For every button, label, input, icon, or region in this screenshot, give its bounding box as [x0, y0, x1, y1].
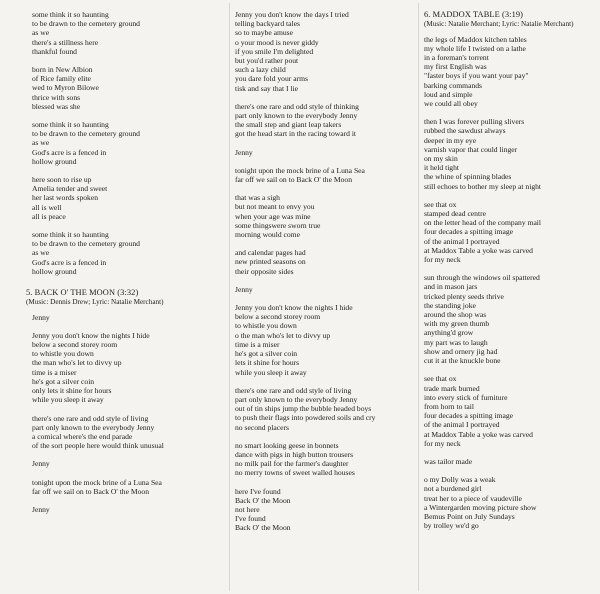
lyric-line: but you'd rather pout [235, 56, 299, 66]
lyric-line: no merry towns of sweet walled houses [235, 468, 355, 478]
lyric-line: to be drawn to the cemetery ground [32, 129, 140, 139]
lyric-line: sun through the windows oil spattered [424, 273, 540, 283]
lyric-line: Jenny [32, 459, 50, 469]
stanza [424, 200, 596, 264]
lyric-line: Jenny [32, 312, 50, 322]
lyric-line: to be drawn to the cemetery ground [32, 19, 140, 29]
lyric-line: my whole life I twisted on a lathe [424, 43, 526, 53]
lyric-line: o the man who's let to divvy up [235, 330, 331, 340]
lyric-line: Back O' the Moon [235, 523, 291, 533]
lyric-line: loud and simple [424, 89, 473, 99]
lyric-line: such a lazy child [235, 65, 286, 75]
lyric-line: into every stick of furniture [424, 392, 508, 402]
lyric-line: see that ox [424, 199, 457, 209]
lyric-line: not a burdened girl [424, 484, 482, 494]
lyric-line: around the shop was [424, 310, 487, 320]
lyric-line: the legs of Maddox kitchen tables [424, 34, 527, 44]
stanza [424, 374, 596, 448]
lyric-line: got the head start in the racing toward it [235, 129, 357, 139]
lyric-line: not here [235, 504, 260, 514]
column-divider [229, 3, 230, 591]
lyric-line: no second placers [235, 422, 289, 432]
lyric-line: for my neck [424, 255, 461, 265]
column-divider [418, 3, 419, 591]
lyric-line: the small step and giant leap takers [235, 120, 342, 130]
lyric-line: if you smile I'm delighted [235, 46, 314, 56]
lyric-line: to push their flags into powdered soils and cry [235, 413, 376, 423]
lyric-line: stamped dead centre [424, 209, 486, 219]
lyric-line: of the animal I portrayed [424, 236, 500, 246]
lyric-line: of Rice family elite [32, 74, 91, 84]
stanza [32, 478, 228, 496]
lyric-line: far off we sail on to Back O' the Moon [32, 486, 150, 496]
lyric-line: far off we sail on to Back O' the Moon [235, 175, 353, 185]
lyric-line: no milk pail for the farmer's daughter [235, 459, 349, 469]
lyric-line: thrice with sons [32, 92, 81, 102]
song-5-lyrics [32, 313, 228, 514]
lyric-line: all is well [32, 202, 62, 212]
lyric-line: tisk and say that I lie [235, 83, 299, 93]
lyric-line: Back O' the Moon [235, 495, 291, 505]
lyric-line: at Maddox Table a yoke was carved [424, 429, 533, 439]
lyric-line: on the letter head of the company mail [424, 218, 542, 228]
lyric-line: new printed seasons on [235, 257, 306, 267]
stanza [235, 285, 417, 294]
lyric-line: deeper in my eye [424, 135, 477, 145]
lyric-line: he's got a silver coin [235, 349, 298, 359]
lyric-line: show and ornery jig had [424, 346, 498, 356]
lyric-line: o your mood is never giddy [235, 37, 319, 47]
lyric-line: as we [32, 28, 50, 38]
lyric-line: varnish vapor that could linger [424, 144, 518, 154]
lyric-line: barking commands [424, 80, 482, 90]
lyrics-column-1 [26, 10, 228, 523]
lyric-line: below a second storey room [32, 340, 118, 350]
lyric-line: telling backyard tales [235, 19, 300, 29]
lyric-line: Jenny [235, 147, 253, 157]
lyric-line: out of tin ships jump the bubble headed boys [235, 404, 372, 414]
stanza [235, 148, 417, 157]
lyric-line: rubbed the sawdust always [424, 126, 506, 136]
lyric-line: and calendar pages had [235, 248, 306, 258]
lyric-line: part only known to the everybody Jenny [235, 394, 358, 404]
lyric-line: Jenny you don't know the nights I hide [32, 330, 150, 340]
stanza [424, 475, 596, 530]
lyric-line: God's acre is a fenced in [32, 147, 107, 157]
lyric-line: anything'd grow [424, 328, 474, 338]
song-5-credit: (Music: Dennis Drew; Lyric: Natalie Merchant) [26, 298, 164, 307]
lyric-line: here soon to rise up [32, 175, 92, 185]
lyric-line: Jenny [32, 504, 50, 514]
lyric-line: tonight upon the mock brine of a Luna Sea [235, 165, 365, 175]
lyric-line: tricked plenty seeds thrive [424, 291, 504, 301]
stanza [32, 65, 228, 111]
lyric-line: dance with pigs in high button trousers [235, 449, 354, 459]
lyric-line: there's one rare and odd style of living [32, 413, 149, 423]
lyric-line: some think it so haunting [32, 230, 109, 240]
lyric-line: no smart looking geese in bonnets [235, 440, 339, 450]
lyric-line: then I was forever pulling slivers [424, 117, 525, 127]
stanza [32, 175, 228, 221]
lyric-line: to whistle you down [235, 321, 297, 331]
stanza [32, 414, 228, 451]
lyric-line: Jenny you don't know the days I tried [235, 10, 349, 19]
stanza [32, 120, 228, 166]
lyric-line: I've found [235, 514, 266, 524]
lyric-line: Bemus Point on July Sundays [424, 511, 515, 521]
stanza [424, 35, 596, 109]
stanza [424, 457, 596, 466]
lyrics-column-3 [424, 10, 596, 539]
stanza [235, 487, 417, 533]
lyric-line: Jenny [235, 284, 253, 294]
lyric-line: cut it at the knuckle bone [424, 356, 501, 366]
lyric-line: some think it so haunting [32, 10, 109, 19]
stanza [235, 102, 417, 139]
lyric-line: to be drawn to the cemetery ground [32, 239, 140, 249]
lyric-line: all is peace [32, 211, 66, 221]
lyric-line: time is a miser [32, 367, 77, 377]
lyric-line: while you sleep it away [32, 395, 104, 405]
lyric-line: treat her to a piece of vaudeville [424, 493, 522, 503]
song-5-header [26, 288, 228, 307]
lyric-line: the man who's let to divvy up [32, 358, 122, 368]
lyric-line: four decades a spitting image [424, 411, 513, 421]
lyric-line: in a foreman's torrent [424, 53, 489, 62]
stanza [235, 193, 417, 239]
stanza [235, 303, 417, 377]
lyric-line: hollow ground [32, 266, 77, 276]
lyric-line: there's one rare and odd style of thinking [235, 101, 359, 111]
lyric-line: below a second storey room [235, 312, 321, 322]
lyric-line: morning would come [235, 230, 300, 240]
lyric-line: he's got a silver coin [32, 376, 95, 386]
lyric-line: some think it so haunting [32, 120, 109, 130]
stanza [235, 248, 417, 276]
lyric-line: Amelia tender and sweet [32, 184, 108, 194]
lyric-line: tonight upon the mock brine of a Luna Sea [32, 477, 162, 487]
lyric-line: that was a sigh [235, 193, 280, 203]
lyric-line: when your age was mine [235, 211, 311, 221]
lyric-line: "faster boys if you want your pay" [424, 71, 529, 81]
lyric-line: the standing joke [424, 300, 476, 310]
lyric-line: for my neck [424, 438, 461, 448]
lyric-line: born in New Albion [32, 65, 93, 75]
lyric-line: a Wintergarden moving picture show [424, 502, 537, 512]
lyric-line: as we [32, 138, 50, 148]
lyric-line: hollow ground [32, 156, 77, 166]
stanza [424, 117, 596, 191]
lyric-line: while you sleep it away [235, 367, 307, 377]
lyric-line: to whistle you down [32, 349, 94, 359]
lyric-line: their opposite sides [235, 266, 294, 276]
lyric-line: so to maybe amuse [235, 28, 293, 38]
lyric-line: with my green thumb [424, 319, 490, 329]
lyric-line: some thingswere sworn true [235, 220, 321, 230]
stanza [235, 166, 417, 184]
lyric-line: by trolley we'd go [424, 521, 479, 531]
lyric-line: thankful found [32, 46, 77, 56]
lyric-line: on my skin [424, 154, 458, 164]
stanza [32, 10, 228, 56]
lyric-line: o my Dolly was a weak [424, 475, 496, 485]
lyric-line: but not meant to envy you [235, 202, 315, 212]
stanza [32, 230, 228, 276]
lyric-line: was tailor made [424, 456, 473, 466]
song-6-title: 6. MADDOX TABLE (3:19) [424, 10, 524, 19]
lyric-line: of the animal I portrayed [424, 420, 500, 430]
stanza [235, 10, 417, 93]
lyric-line: of the sort people here would think unusual [32, 441, 164, 451]
lyrics-column-2 [235, 10, 417, 542]
lyric-line: God's acre is a fenced in [32, 257, 107, 267]
stanza [32, 505, 228, 514]
stanza [235, 386, 417, 432]
lyric-line: here I've found [235, 486, 281, 496]
lyric-line: my part was to laugh [424, 337, 488, 347]
lyric-line: still echoes to bother my sleep at night [424, 181, 542, 191]
lyric-line: her last words spoken [32, 193, 99, 203]
stanza [424, 273, 596, 365]
stanza [32, 459, 228, 468]
lyric-line: at Maddox Table a yoke was carved [424, 245, 533, 255]
lyric-line: only lets it shine for hours [32, 386, 112, 396]
lyric-line: there's one rare and odd style of living [235, 385, 352, 395]
lyric-line: part only known to the everybody Jenny [235, 111, 358, 121]
song-6-lyrics [424, 35, 596, 531]
song-5-title: 5. BACK O' THE MOON (3:32) [26, 288, 139, 298]
lyric-line: wed to Myron Bilowe [32, 83, 99, 93]
lyric-line: as we [32, 248, 50, 258]
stanza [32, 313, 228, 322]
lyric-line: four decades a spitting image [424, 227, 513, 237]
song-4-lyrics-continued [32, 10, 228, 276]
lyric-line: my first English was [424, 62, 487, 72]
lyric-line: trade mark burned [424, 383, 480, 393]
lyric-line: see that ox [424, 374, 457, 384]
lyric-line: from horn to tail [424, 401, 474, 411]
lyric-line: blessed was she [32, 101, 81, 111]
lyric-line: a comical where's the end parade [32, 431, 133, 441]
lyric-line: Jenny you don't know the nights I hide [235, 303, 353, 313]
lyric-line: there's a stillness here [32, 37, 99, 47]
lyric-line: and in mason jars [424, 282, 478, 292]
song-6-credit: (Music: Natalie Merchant; Lyric: Natalie Merchant) [424, 20, 574, 28]
lyric-line: lets it shine for hours [235, 358, 300, 368]
lyric-line: time is a miser [235, 339, 280, 349]
lyric-line: you dare fold your arms [235, 74, 308, 84]
lyric-line: it held tight [424, 163, 460, 173]
lyric-line: the whine of spinning blades [424, 172, 512, 182]
stanza [235, 441, 417, 478]
stanza [32, 331, 228, 405]
lyric-line: part only known to the everybody Jenny [32, 422, 155, 432]
lyric-line: we could all obey [424, 99, 478, 109]
song-6-header [424, 10, 596, 29]
song-5-lyrics-continued [235, 10, 417, 533]
